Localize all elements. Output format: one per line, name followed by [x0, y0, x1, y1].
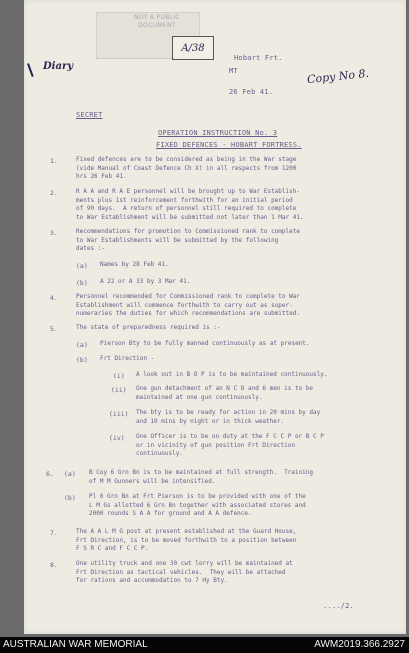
item-text: A 22 or A 33 by 3 Mar 41.: [100, 278, 191, 285]
item-label: (a): [64, 470, 76, 478]
para-text: R A A and R A E personnel will be brought up to War Establish- ments plus 1st reinforcement forthwith for an initial period of 90 days. A return of personnel still required to complete to War Establishment will be submitted not later than 1 Mar 41.: [76, 188, 304, 221]
reference-number: A/38: [181, 42, 205, 54]
item-text: B Coy 6 Grn Bn is to be maintained at full strength. Training of M M Gunners will be intensified.: [89, 469, 313, 485]
para-number: 2.: [50, 189, 58, 197]
subitem-text: One gun detachment of an N C O and 6 men is to be maintained at one gun continuously.: [136, 385, 314, 401]
handwritten-diary-note: Diary: [43, 61, 74, 72]
para-number: 5.: [50, 325, 58, 333]
subitem-text: One Officer is to be on duty at the F C C P or B C P or in vicinity of gun position Frt Direction continuously.: [136, 433, 324, 457]
para-number: 1.: [50, 157, 58, 165]
classification-label: SECRET: [76, 111, 103, 119]
reference-box: [172, 36, 214, 60]
footer-institution: AUSTRALIAN WAR MEMORIAL: [3, 639, 148, 650]
item-text: Pl 6 Grn Bn at Frt Pierson is to be provided with one of the L M Gs allotted 6 Grn Bn together with associated stores and 2000 rounds S A A for ground and A A defence.: [89, 493, 306, 517]
subitem-text: A look out in B O P is to be maintained continuously.: [136, 371, 328, 378]
item-text: Frt Direction -: [100, 355, 155, 362]
para-number: 7.: [50, 529, 58, 537]
subitem-label: (iii): [109, 410, 129, 418]
item-label: (b): [76, 356, 88, 364]
para-number: 8.: [50, 561, 58, 569]
para-text: Fixed defences are to be considered as being in the War stage (vide Manual of Coast Defence Ch X) in all respects from 1200 hrs 26 Feb 41.: [76, 156, 297, 180]
header-location: Hobart Frt.: [234, 54, 283, 62]
subitem-text: The bty is to be ready for action in 20 mins by day and 10 mins by night or in thick weather.: [136, 409, 321, 425]
para-text: The state of preparedness required is :-: [76, 324, 221, 331]
para-text: One utility truck and one 30 cwt lorry will be maintained at Frt Direction as tactical vehicles. They will be attached for rations and accommodation to 7 Hy Bty.: [76, 560, 293, 584]
item-text: Names by 28 Feb 41.: [100, 261, 169, 268]
item-label: (b): [64, 494, 76, 502]
para-number: 3.: [50, 229, 58, 237]
subitem-label: (iv): [109, 434, 125, 442]
faded-stamp: NOT A PUBLIC DOCUMENT: [134, 14, 180, 29]
footer-bar: [0, 637, 409, 653]
para-text: Personnel recommended for Commissioned rank to complete to War Establishment will commence forthwith to carry out as super- numeraries the duties for which recommendations are submitted.: [76, 293, 300, 317]
item-label: (a): [76, 341, 88, 349]
subitem-label: (ii): [111, 386, 127, 394]
handwritten-copy-number: Copy No 8.: [306, 66, 370, 87]
item-label: (a): [76, 262, 88, 270]
continuation-marker: ..../2.: [323, 602, 354, 610]
document-subtitle: FIXED DEFENCES - HOBART FORTRESS.: [156, 141, 302, 149]
footer-accession-number: AWM2019.366.2927: [314, 639, 405, 650]
document-title: OPERATION INSTRUCTION No. 3: [158, 129, 278, 137]
header-date: 26 Feb 41.: [229, 88, 274, 96]
para-text: Recommendations for promotion to Commissioned rank to complete to War Establishments will be submitted by the following dates :-: [76, 228, 300, 252]
para-number: 4.: [50, 294, 58, 302]
item-label: (b): [76, 279, 88, 287]
item-text: Pierson Bty to be fully manned continuously as at present.: [100, 340, 310, 347]
para-text: The A A L M G post at present established at the Guard House, Frt Direction, is to be moved forthwith to a position between F S R C and F C C P.: [76, 528, 297, 552]
subitem-label: (i): [113, 372, 125, 380]
header-line2: MT: [229, 67, 238, 75]
para-number: 6.: [46, 470, 54, 478]
